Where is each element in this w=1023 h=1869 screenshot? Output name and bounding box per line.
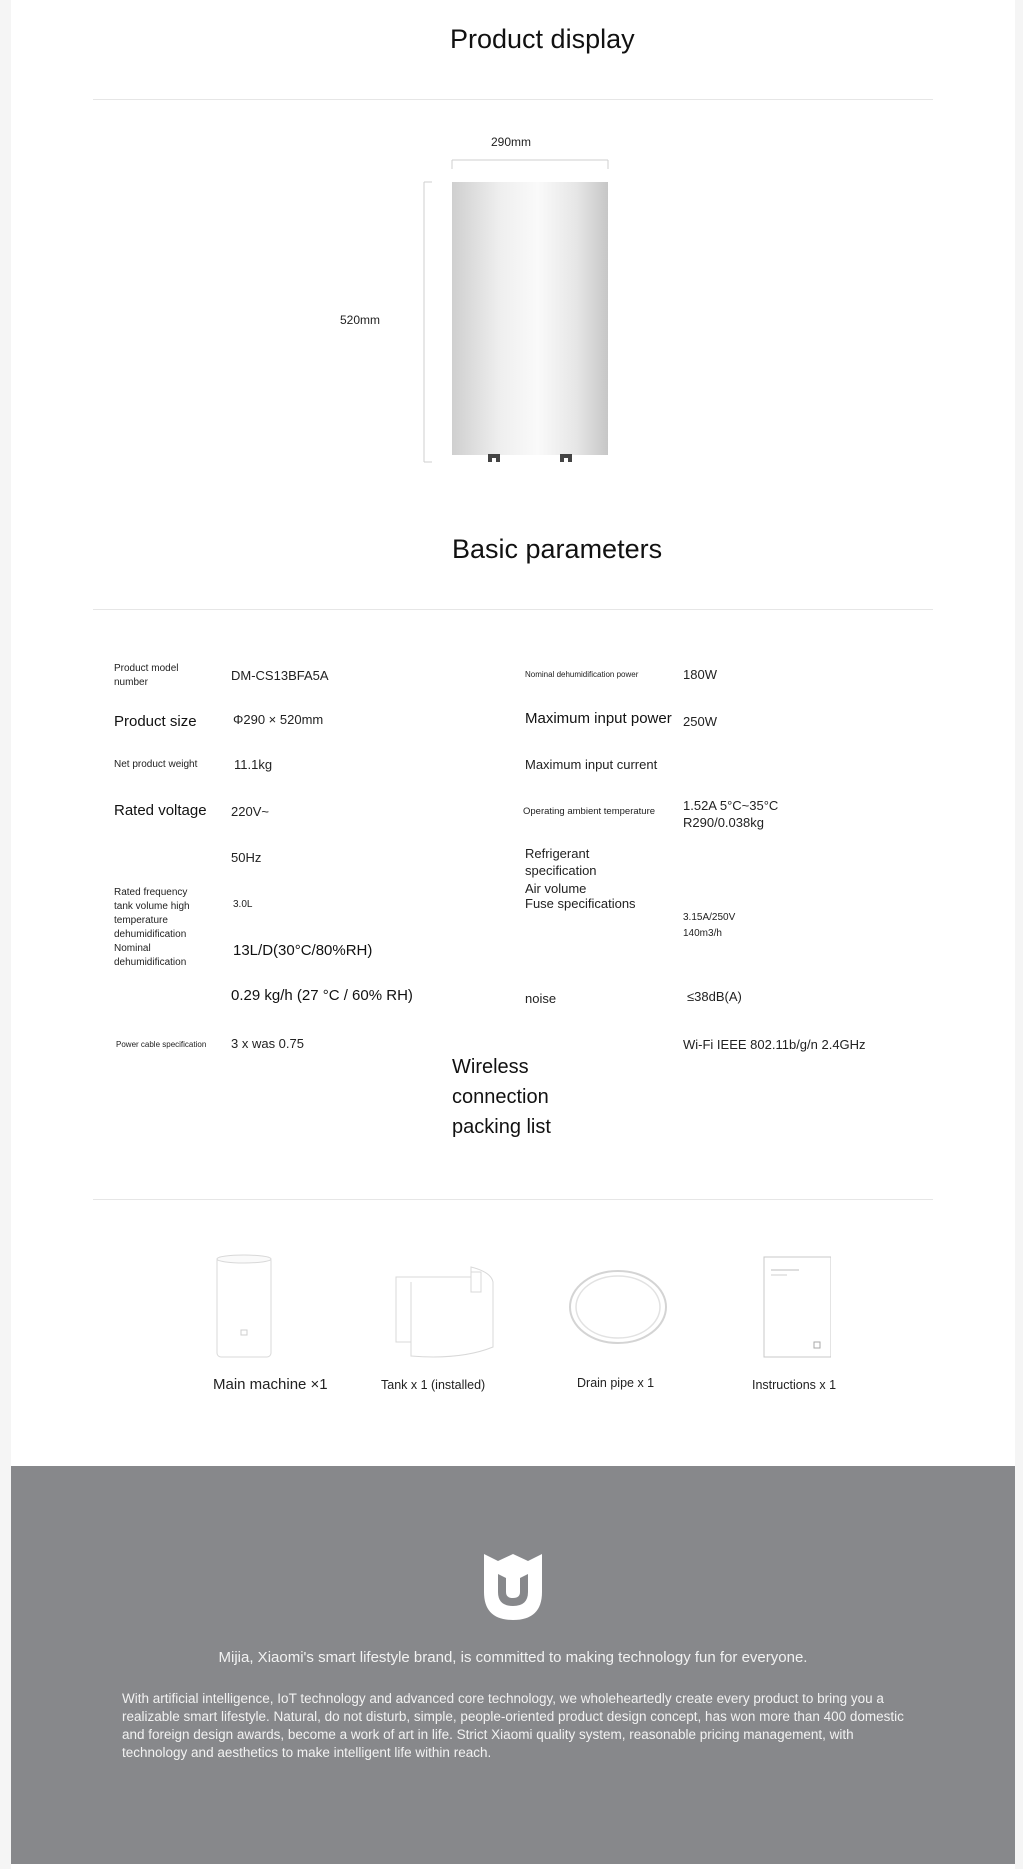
param-label: Nominal dehumidification power [525, 670, 639, 679]
param-label: Rated frequency tank volume high temperature dehumidification Nominal dehumidification [114, 887, 190, 968]
param-value: DM-CS13BFA5A [231, 668, 329, 683]
dehumidifier-dimension-drawing [406, 155, 626, 465]
param-label: Product size [114, 713, 197, 730]
param-label: Net product weight [114, 759, 198, 770]
param-label: noise [525, 991, 557, 1006]
param-value: 180W [683, 667, 717, 682]
divider [93, 1199, 933, 1200]
drain-pipe-illustration [563, 1262, 673, 1352]
param-label: Maximum input current [525, 757, 658, 772]
param-label: Product model number [114, 663, 179, 688]
packing-caption: Drain pipe x 1 [577, 1376, 655, 1390]
instructions-illustration [751, 1252, 831, 1362]
param-label: Maximum input power [525, 710, 672, 727]
param-label: Fuse specifications [525, 896, 636, 911]
brand-footer [11, 1466, 1015, 1864]
param-value: Φ290 × 520mm [233, 712, 324, 727]
packing-caption: Instructions x 1 [752, 1378, 837, 1392]
divider [93, 609, 933, 610]
param-value: R290/0.038kg [683, 815, 764, 830]
param-value: Wi-Fi IEEE 802.11b/g/n 2.4GHz [683, 1037, 866, 1052]
basic-parameters-title: Basic parameters [452, 534, 663, 564]
tank-illustration [381, 1252, 501, 1362]
product-detail-page [11, 0, 1015, 1869]
height-dimension-label: 520mm [340, 313, 381, 327]
param-value: 250W [683, 714, 717, 729]
param-value: 50Hz [231, 850, 262, 865]
divider [93, 99, 933, 100]
param-value: 220V~ [231, 804, 269, 819]
main-machine-illustration [211, 1252, 281, 1362]
mijia-logo-icon [482, 1552, 544, 1622]
packing-list-heading [452, 1052, 551, 1142]
packing-caption: Main machine ×1 [213, 1376, 328, 1393]
brand-description: With artificial intelligence, IoT technology and advanced core technology, we wholeheartedly create every product to bring you a realizable smart lifestyle. Natural, do not disturb, simple, people-oriented product design concept, has won more than 400 domestic and foreign design awards, become a work of art in life. Strict Xiaomi quality system, reasonable pricing management, with technology and aesthetics to make intelligent life within reach. [122, 1691, 904, 1760]
param-value: 13L/D(30°C/80%RH) [233, 942, 373, 959]
param-label: Rated voltage [114, 802, 207, 819]
param-value: 3.15A/250V [683, 912, 736, 923]
param-label: Power cable specification [116, 1040, 207, 1049]
packing-caption: Tank x 1 (installed) [381, 1378, 486, 1392]
heading-line: packing list [452, 1116, 551, 1138]
param-label: Air volume [525, 881, 587, 896]
product-display-title: Product display [450, 24, 635, 54]
heading-line: Wireless [452, 1056, 529, 1078]
param-value: 3.0L [233, 899, 253, 910]
param-value: 11.1kg [234, 757, 273, 772]
param-value: ≤38dB(A) [687, 989, 742, 1004]
param-value: 1.52A 5°C~35°C [683, 798, 779, 813]
width-dimension-label: 290mm [491, 135, 532, 149]
param-value: 3 x was 0.75 [231, 1036, 304, 1051]
param-value: 140m3/h [683, 928, 722, 939]
heading-line: connection [452, 1086, 549, 1108]
brand-tagline: Mijia, Xiaomi's smart lifestyle brand, is committed to making technology fun for everyone. [218, 1649, 808, 1666]
param-value: 0.29 kg/h (27 °C / 60% RH) [231, 987, 413, 1004]
param-label: Operating ambient temperature [523, 806, 656, 817]
param-label: Refrigerant specification [525, 846, 597, 878]
